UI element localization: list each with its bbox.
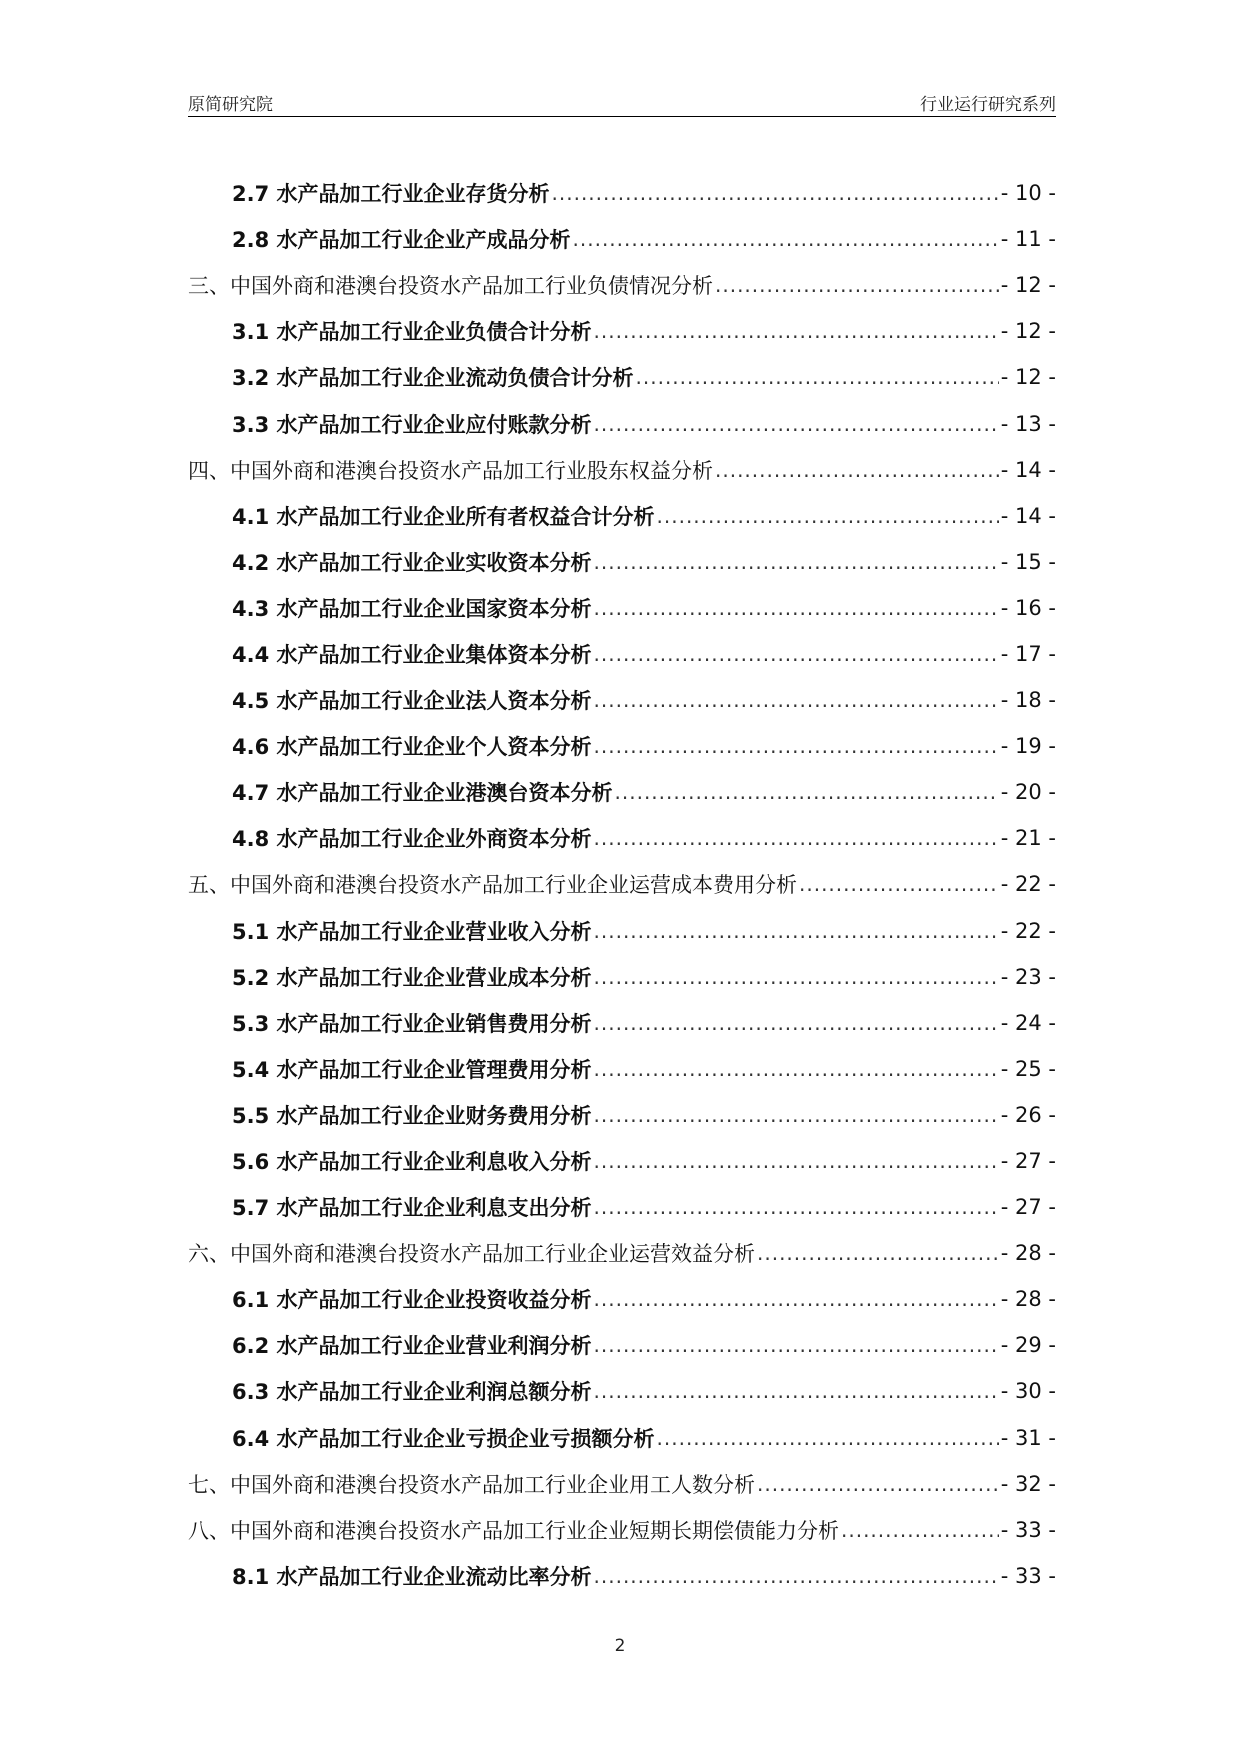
toc-entry-label: 2.7 水产品加工行业企业存货分析 [232, 182, 550, 207]
toc-entry-label: 3.3 水产品加工行业企业应付账款分析 [232, 412, 592, 437]
toc-entry[interactable] [188, 1230, 1056, 1276]
toc-entry-label: 5.1 水产品加工行业企业营业收入分析 [232, 919, 592, 944]
toc-entry[interactable] [188, 815, 1056, 861]
toc-entry-page: - 15 - [1000, 549, 1056, 574]
toc-entry[interactable] [188, 1553, 1056, 1599]
toc-entry[interactable] [188, 539, 1056, 585]
toc-entry-page: - 12 - [1000, 273, 1056, 298]
toc-entry-label: 4.4 水产品加工行业企业集体资本分析 [232, 642, 592, 667]
toc-entry-page: - 27 - [1000, 1149, 1056, 1174]
toc-dot-leader [715, 458, 999, 482]
toc-entry-label: 四、中国外商和港澳台投资水产品加工行业股东权益分析 [188, 458, 713, 483]
toc-dot-leader [657, 1426, 999, 1450]
toc-dot-leader [841, 1518, 999, 1542]
toc-entry-label: 4.6 水产品加工行业企业个人资本分析 [232, 735, 592, 760]
toc-entry[interactable] [188, 493, 1056, 539]
page-number: 2 [614, 1636, 626, 1656]
toc-dot-leader [657, 504, 999, 528]
toc-dot-leader [594, 1103, 999, 1127]
toc-entry[interactable] [188, 954, 1056, 1000]
toc-entry[interactable] [188, 400, 1056, 446]
toc-entry-label: 6.4 水产品加工行业企业亏损企业亏损额分析 [232, 1426, 655, 1451]
page-header [188, 88, 1056, 117]
toc-dot-leader [594, 412, 999, 436]
toc-dot-leader [594, 1333, 999, 1357]
toc-dot-leader [594, 826, 999, 850]
toc-entry[interactable] [188, 308, 1056, 354]
toc-entry-label: 4.2 水产品加工行业企业实收资本分析 [232, 550, 592, 575]
toc-entry-page: - 22 - [1000, 872, 1056, 897]
table-of-contents [188, 170, 1056, 1599]
toc-entry-page: - 14 - [1000, 457, 1056, 482]
toc-entry-page: - 16 - [1000, 595, 1056, 620]
toc-entry-page: - 20 - [1000, 780, 1056, 805]
toc-dot-leader [594, 1057, 999, 1081]
toc-entry-page: - 14 - [1000, 503, 1056, 528]
toc-dot-leader [615, 780, 999, 804]
toc-entry-page: - 32 - [1000, 1471, 1056, 1496]
toc-entry-page: - 33 - [1000, 1517, 1056, 1542]
toc-entry-label: 3.1 水产品加工行业企业负债合计分析 [232, 320, 592, 345]
toc-entry[interactable] [188, 769, 1056, 815]
toc-entry[interactable] [188, 1138, 1056, 1184]
toc-entry[interactable] [188, 1184, 1056, 1230]
toc-entry-page: - 23 - [1000, 964, 1056, 989]
toc-dot-leader [594, 688, 999, 712]
toc-entry-label: 五、中国外商和港澳台投资水产品加工行业企业运营成本费用分析 [188, 873, 797, 898]
toc-dot-leader [636, 365, 999, 389]
toc-entry-page: - 18 - [1000, 688, 1056, 713]
toc-entry-label: 5.4 水产品加工行业企业管理费用分析 [232, 1057, 592, 1082]
toc-entry-page: - 22 - [1000, 918, 1056, 943]
toc-entry-page: - 10 - [1000, 181, 1056, 206]
toc-entry-page: - 12 - [1000, 365, 1056, 390]
toc-entry[interactable] [188, 861, 1056, 907]
toc-dot-leader [757, 1472, 999, 1496]
toc-entry-label: 八、中国外商和港澳台投资水产品加工行业企业短期长期偿债能力分析 [188, 1518, 839, 1543]
toc-dot-leader [594, 596, 999, 620]
toc-entry-label: 5.7 水产品加工行业企业利息支出分析 [232, 1196, 592, 1221]
toc-entry-label: 6.2 水产品加工行业企业营业利润分析 [232, 1334, 592, 1359]
toc-entry-label: 4.5 水产品加工行业企业法人资本分析 [232, 689, 592, 714]
header-series-title: 行业运行研究系列 [920, 95, 1056, 115]
toc-dot-leader [594, 1195, 999, 1219]
toc-entry-page: - 24 - [1000, 1010, 1056, 1035]
toc-entry-page: - 17 - [1000, 641, 1056, 666]
toc-entry-label: 5.6 水产品加工行业企业利息收入分析 [232, 1150, 592, 1175]
toc-entry-label: 3.2 水产品加工行业企业流动负债合计分析 [232, 366, 634, 391]
toc-dot-leader [594, 1149, 999, 1173]
toc-entry-page: - 12 - [1000, 319, 1056, 344]
toc-dot-leader [594, 734, 999, 758]
toc-entry-label: 5.5 水产品加工行业企业财务费用分析 [232, 1103, 592, 1128]
toc-entry-page: - 33 - [1000, 1563, 1056, 1588]
toc-dot-leader [594, 319, 999, 343]
toc-entry-page: - 13 - [1000, 411, 1056, 436]
toc-entry-label: 4.3 水产品加工行业企业国家资本分析 [232, 596, 592, 621]
toc-entry-label: 2.8 水产品加工行业企业产成品分析 [232, 228, 571, 253]
toc-dot-leader [594, 1379, 999, 1403]
toc-entry-page: - 28 - [1000, 1241, 1056, 1266]
toc-dot-leader [594, 550, 999, 574]
toc-entry-label: 4.1 水产品加工行业企业所有者权益合计分析 [232, 504, 655, 529]
toc-entry-label: 七、中国外商和港澳台投资水产品加工行业企业用工人数分析 [188, 1472, 755, 1497]
toc-entry-label: 5.2 水产品加工行业企业营业成本分析 [232, 965, 592, 990]
toc-entry-label: 4.8 水产品加工行业企业外商资本分析 [232, 827, 592, 852]
toc-entry[interactable] [188, 677, 1056, 723]
toc-entry-page: - 31 - [1000, 1425, 1056, 1450]
toc-entry[interactable] [188, 585, 1056, 631]
toc-entry-page: - 29 - [1000, 1333, 1056, 1358]
toc-entry-label: 5.3 水产品加工行业企业销售费用分析 [232, 1011, 592, 1036]
toc-entry[interactable] [188, 262, 1056, 308]
toc-entry[interactable] [188, 631, 1056, 677]
toc-dot-leader [594, 1011, 999, 1035]
toc-entry[interactable] [188, 1507, 1056, 1553]
toc-dot-leader [594, 642, 999, 666]
toc-entry[interactable] [188, 1000, 1056, 1046]
toc-entry[interactable] [188, 216, 1056, 262]
toc-entry-label: 六、中国外商和港澳台投资水产品加工行业企业运营效益分析 [188, 1242, 755, 1267]
toc-entry-label: 三、中国外商和港澳台投资水产品加工行业负债情况分析 [188, 274, 713, 299]
toc-dot-leader [594, 919, 999, 943]
toc-entry[interactable] [188, 1276, 1056, 1322]
toc-entry-label: 6.3 水产品加工行业企业利润总额分析 [232, 1380, 592, 1405]
header-org-name: 原简研究院 [188, 95, 273, 115]
toc-entry[interactable] [188, 447, 1056, 493]
toc-dot-leader [594, 1287, 999, 1311]
toc-entry-page: - 26 - [1000, 1102, 1056, 1127]
toc-dot-leader [552, 181, 999, 205]
toc-dot-leader [594, 1564, 999, 1588]
toc-dot-leader [757, 1241, 999, 1265]
toc-entry[interactable] [188, 354, 1056, 400]
toc-entry[interactable] [188, 1322, 1056, 1368]
toc-dot-leader [573, 227, 999, 251]
toc-entry[interactable] [188, 908, 1056, 954]
toc-entry-page: - 19 - [1000, 734, 1056, 759]
toc-entry-page: - 28 - [1000, 1287, 1056, 1312]
toc-dot-leader [594, 965, 999, 989]
toc-entry-label: 4.7 水产品加工行业企业港澳台资本分析 [232, 781, 613, 806]
toc-entry-label: 6.1 水产品加工行业企业投资收益分析 [232, 1288, 592, 1313]
toc-entry-label: 8.1 水产品加工行业企业流动比率分析 [232, 1564, 592, 1589]
toc-entry[interactable] [188, 170, 1056, 216]
toc-dot-leader [715, 273, 999, 297]
toc-entry-page: - 25 - [1000, 1056, 1056, 1081]
toc-entry[interactable] [188, 1415, 1056, 1461]
toc-dot-leader [799, 872, 999, 896]
toc-entry-page: - 11 - [1000, 227, 1056, 252]
toc-entry-page: - 27 - [1000, 1195, 1056, 1220]
toc-entry[interactable] [188, 1046, 1056, 1092]
toc-entry[interactable] [188, 1368, 1056, 1414]
toc-entry[interactable] [188, 1092, 1056, 1138]
toc-entry-page: - 30 - [1000, 1379, 1056, 1404]
toc-entry[interactable] [188, 1461, 1056, 1507]
toc-entry-page: - 21 - [1000, 826, 1056, 851]
toc-entry[interactable] [188, 723, 1056, 769]
